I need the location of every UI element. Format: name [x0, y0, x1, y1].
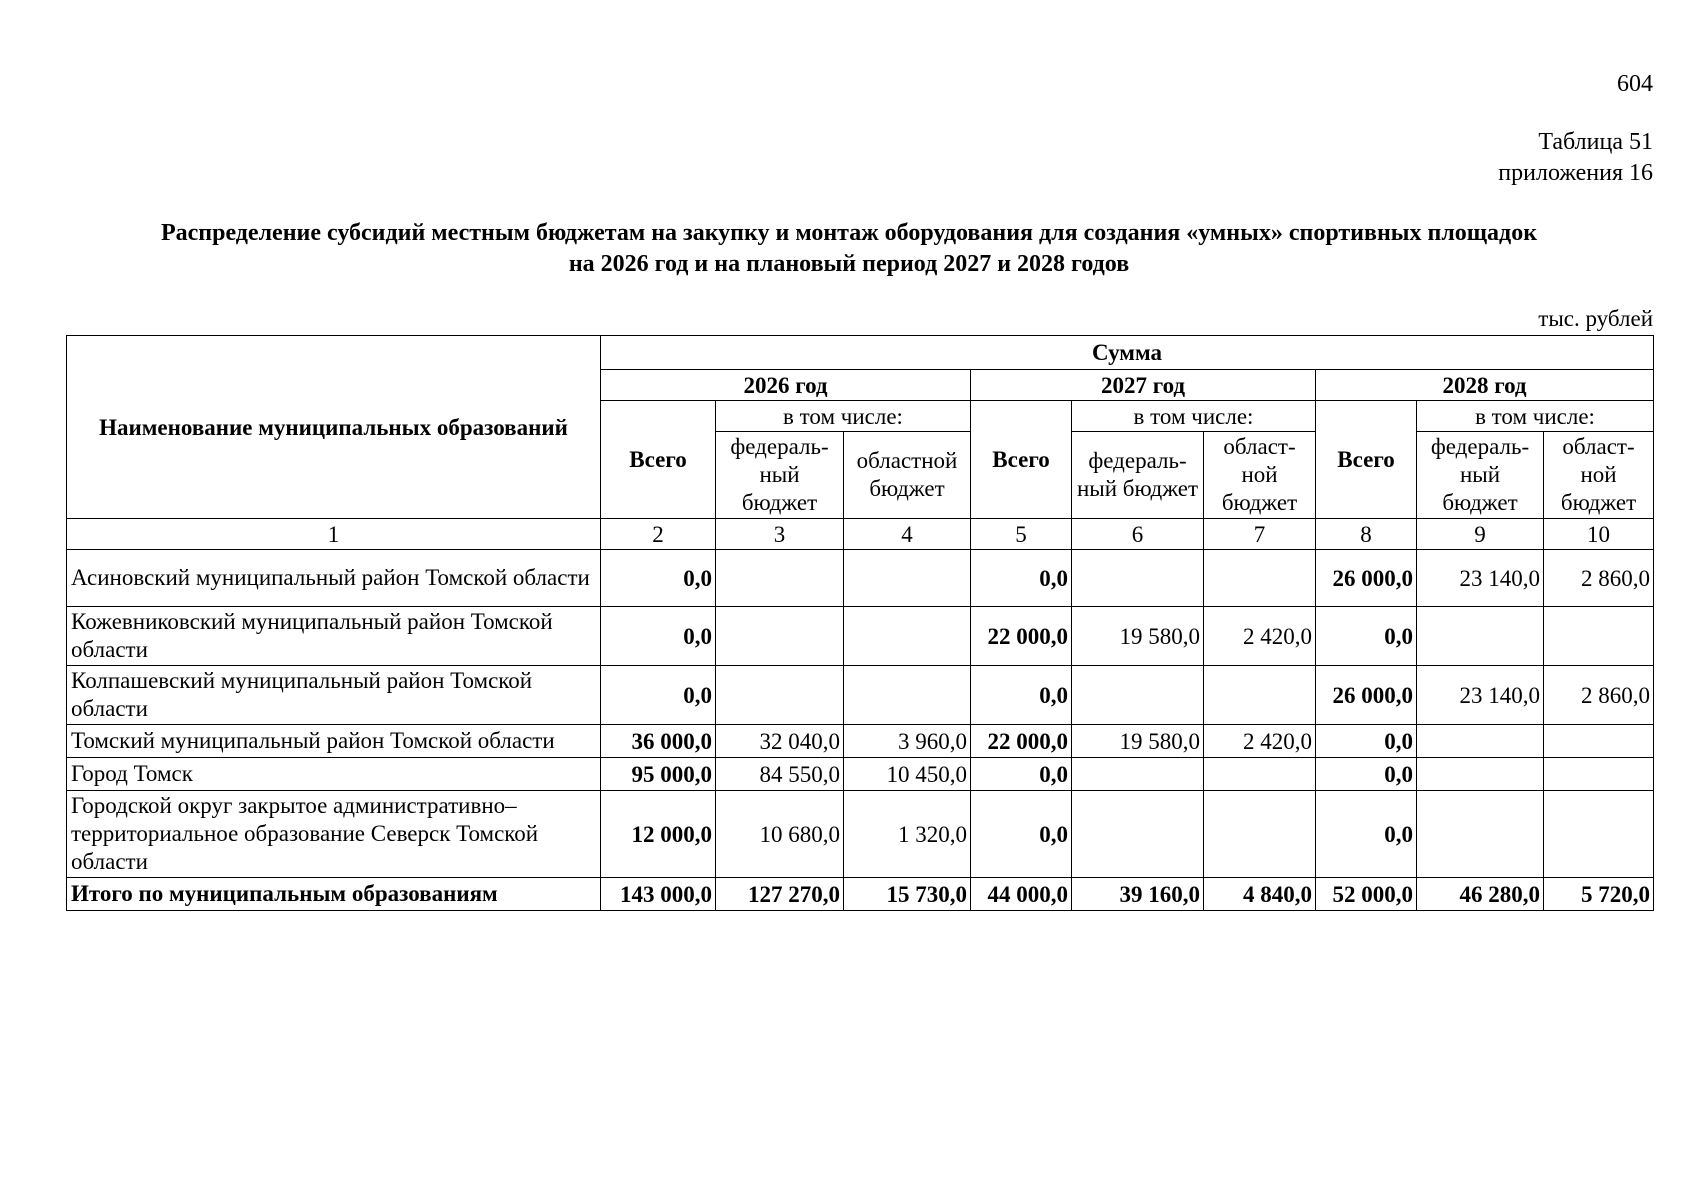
value-2027-total: 22 000,0 [971, 607, 1072, 666]
table-row [67, 550, 1654, 607]
header-2028-regional: област-ной бюджет [1544, 432, 1654, 519]
value-2028-regional: 2 860,0 [1544, 666, 1654, 725]
column-number: 1 [67, 519, 601, 550]
column-number: 3 [716, 519, 844, 550]
document-title [0, 218, 1698, 280]
municipality-name: Городской округ закрытое административно–территориальное образование Северск Томской области [67, 791, 601, 878]
value-2028-total: 26 000,0 [1316, 550, 1417, 607]
table-body [67, 550, 1654, 911]
header-sum: Сумма [601, 336, 1654, 370]
value-2027-federal [1072, 550, 1204, 607]
table-caption [1498, 127, 1653, 189]
value-2028-total: 0,0 [1316, 607, 1417, 666]
value-2026-regional [844, 550, 971, 607]
subsidy-table [66, 335, 1654, 911]
document-title-line-2: на 2026 год и на плановый период 2027 и 2028 годов [568, 251, 1130, 277]
value-2028-regional [1544, 791, 1654, 878]
value-2028-federal [1417, 758, 1544, 791]
units-label: тыс. рублей [1538, 306, 1653, 331]
value-2028-federal [1417, 725, 1544, 758]
page-number: 604 [1617, 71, 1653, 97]
table-row [67, 791, 1654, 878]
value-2027-total: 0,0 [971, 550, 1072, 607]
value-2028-regional [1544, 725, 1654, 758]
header-municipality: Наименование муниципальных образований [67, 336, 601, 519]
header-2026-regional: областной бюджет [844, 432, 971, 519]
column-number: 5 [971, 519, 1072, 550]
total-2026-federal: 127 270,0 [716, 878, 844, 911]
value-2027-total: 0,0 [971, 758, 1072, 791]
total-2027-total: 44 000,0 [971, 878, 1072, 911]
municipality-name: Кожевниковский муниципальный район Томской области [67, 607, 601, 666]
value-2027-regional [1204, 550, 1316, 607]
value-2026-regional [844, 607, 971, 666]
value-2026-regional: 10 450,0 [844, 758, 971, 791]
value-2026-regional [844, 666, 971, 725]
column-number: 8 [1316, 519, 1417, 550]
value-2027-total: 22 000,0 [971, 725, 1072, 758]
header-year-2026: 2026 год [601, 370, 971, 401]
value-2028-total: 26 000,0 [1316, 666, 1417, 725]
header-2027-total: Всего [971, 401, 1072, 519]
column-number-row [67, 519, 1654, 550]
value-2027-total: 0,0 [971, 666, 1072, 725]
value-2026-federal [716, 550, 844, 607]
header-2026-total: Всего [601, 401, 716, 519]
total-2028-regional: 5 720,0 [1544, 878, 1654, 911]
value-2028-regional [1544, 607, 1654, 666]
header-2026-federal: федераль-ный бюджет [716, 432, 844, 519]
value-2026-total: 36 000,0 [601, 725, 716, 758]
municipality-name: Томский муниципальный район Томской области [67, 725, 601, 758]
total-2028-total: 52 000,0 [1316, 878, 1417, 911]
column-number: 7 [1204, 519, 1316, 550]
value-2027-federal [1072, 758, 1204, 791]
header-2028-federal: федераль-ный бюджет [1417, 432, 1544, 519]
header-year-2027: 2027 год [971, 370, 1316, 401]
value-2026-regional: 1 320,0 [844, 791, 971, 878]
value-2028-total: 0,0 [1316, 725, 1417, 758]
total-2026-regional: 15 730,0 [844, 878, 971, 911]
value-2026-total: 0,0 [601, 607, 716, 666]
value-2026-total: 0,0 [601, 666, 716, 725]
total-2027-federal: 39 160,0 [1072, 878, 1204, 911]
column-number: 4 [844, 519, 971, 550]
table-row [67, 666, 1654, 725]
header-year-2028: 2028 год [1316, 370, 1654, 401]
value-2026-regional: 3 960,0 [844, 725, 971, 758]
table-row [67, 607, 1654, 666]
value-2028-federal: 23 140,0 [1417, 666, 1544, 725]
value-2026-federal: 10 680,0 [716, 791, 844, 878]
header-2027-including: в том числе: [1072, 401, 1316, 432]
value-2027-regional: 2 420,0 [1204, 725, 1316, 758]
value-2028-total: 0,0 [1316, 758, 1417, 791]
value-2028-federal [1417, 791, 1544, 878]
value-2028-regional: 2 860,0 [1544, 550, 1654, 607]
value-2026-total: 95 000,0 [601, 758, 716, 791]
value-2028-federal: 23 140,0 [1417, 550, 1544, 607]
table-head [67, 336, 1654, 550]
municipality-name: Асиновский муниципальный район Томской области [67, 550, 601, 607]
total-2027-regional: 4 840,0 [1204, 878, 1316, 911]
value-2027-regional [1204, 666, 1316, 725]
value-2027-federal [1072, 666, 1204, 725]
value-2026-federal: 84 550,0 [716, 758, 844, 791]
value-2027-federal: 19 580,0 [1072, 725, 1204, 758]
column-number: 10 [1544, 519, 1654, 550]
column-number: 2 [601, 519, 716, 550]
table-row [67, 725, 1654, 758]
header-2026-including: в том числе: [716, 401, 971, 432]
total-2026-total: 143 000,0 [601, 878, 716, 911]
header-2027-federal: федераль-ный бюджет [1072, 432, 1204, 519]
value-2026-total: 12 000,0 [601, 791, 716, 878]
value-2027-regional [1204, 758, 1316, 791]
total-row [67, 878, 1654, 911]
value-2026-total: 0,0 [601, 550, 716, 607]
value-2027-federal [1072, 791, 1204, 878]
total-row-label: Итого по муниципальным образованиям [67, 878, 601, 911]
header-2028-total: Всего [1316, 401, 1417, 519]
table-caption-number: Таблица 51 [1538, 129, 1653, 155]
value-2028-total: 0,0 [1316, 791, 1417, 878]
value-2027-federal: 19 580,0 [1072, 607, 1204, 666]
value-2027-regional: 2 420,0 [1204, 607, 1316, 666]
table-caption-appendix: приложения 16 [1498, 160, 1653, 186]
value-2027-regional [1204, 791, 1316, 878]
value-2028-regional [1544, 758, 1654, 791]
column-number: 6 [1072, 519, 1204, 550]
value-2026-federal [716, 607, 844, 666]
value-2027-total: 0,0 [971, 791, 1072, 878]
value-2026-federal [716, 666, 844, 725]
header-2027-regional: област-ной бюджет [1204, 432, 1316, 519]
total-2028-federal: 46 280,0 [1417, 878, 1544, 911]
municipality-name: Колпашевский муниципальный район Томской области [67, 666, 601, 725]
column-number: 9 [1417, 519, 1544, 550]
header-2028-including: в том числе: [1417, 401, 1654, 432]
value-2026-federal: 32 040,0 [716, 725, 844, 758]
value-2028-federal [1417, 607, 1544, 666]
municipality-name: Город Томск [67, 758, 601, 791]
table-row [67, 758, 1654, 791]
document-title-line-1: Распределение субсидий местным бюджетам на закупку и монтаж оборудования для создания «умных» спортивных площадок [160, 220, 1538, 246]
